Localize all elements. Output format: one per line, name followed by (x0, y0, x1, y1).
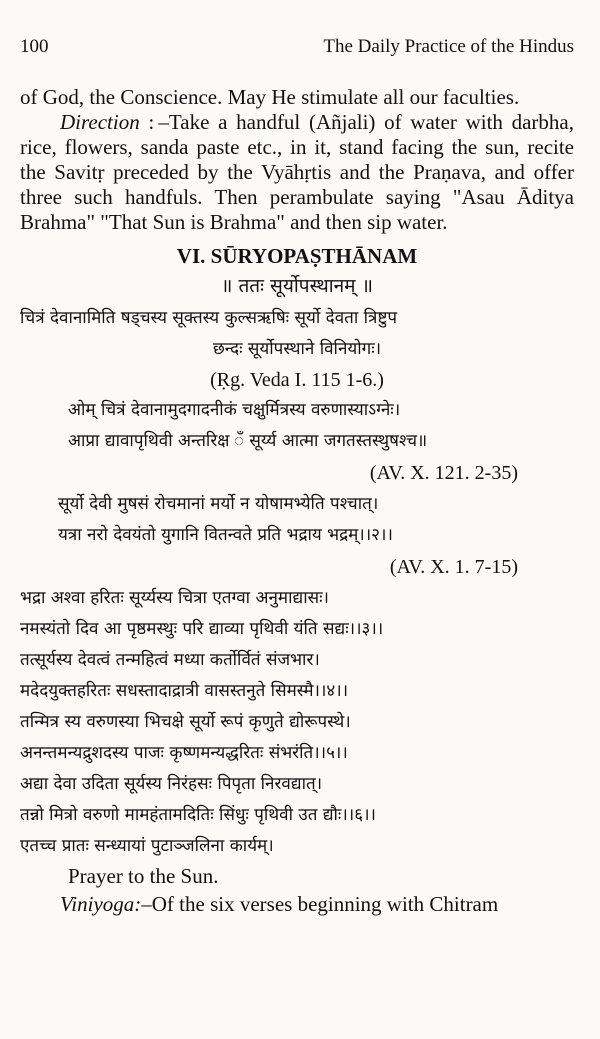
mantra-line: तत्सूर्यस्य देवत्वं तन्महित्वं मध्या कर्तोर्वितं संजभार। (20, 650, 320, 670)
page-header (20, 36, 574, 64)
mantra-line: तन्मित्र स्य वरुणस्या भिचक्षे सूर्यो रूपं कृणुते द्योरूपस्थे। (20, 712, 351, 732)
viniyoga-text: –Of the six verses beginning with Chitram (141, 892, 499, 916)
page-number: 100 (20, 36, 49, 57)
mantra-line: ओम् चित्रं देवानामुदगादनीकं चक्षुर्मित्रस्य वरुणास्याऽग्नेः। (68, 400, 401, 420)
paragraph-conscience: of God, the Conscience. May He stimulate all our faculties. (20, 85, 520, 109)
mantra-line: अद्या देवा उदिता सूर्यस्य निरंहसः पिपृता निरवद्यात्। (20, 774, 323, 794)
viniyoga-paragraph (20, 890, 574, 918)
running-head: The Daily Practice of the Hindus (323, 36, 574, 57)
mantra-line: एतच्च प्रातः सन्ध्यायां पुटाञ्जलिना कार्यम्। (20, 836, 274, 856)
prayer-line: Prayer to the Sun. (68, 864, 219, 888)
sanskrit-title: ॥ ततः सूर्योपस्थानम् ॥ (221, 275, 373, 297)
mantra-line: आप्रा द्यावापृथिवी अन्तरिक्ष ँ सूर्य्य आत्मा जगतस्तस्थुषश्च॥ (68, 431, 428, 451)
viniyoga-sanskrit (20, 303, 574, 365)
mantra-block-3 (20, 583, 574, 862)
direction-label: Direction (60, 110, 140, 134)
paragraph-direction (20, 110, 574, 235)
mantra-block-2 (20, 489, 574, 551)
viniyoga-line: चित्रं देवानामिति षड्चस्य सूक्तस्य कुल्सऋषिः सूर्यो देवता त्रिष्टुप (20, 308, 398, 328)
reference-rig-veda: (Ṛg. Veda I. 115 1-6.) (210, 369, 384, 391)
viniyoga-line: छन्दः सूर्योपस्थाने विनियोगः। (212, 339, 382, 359)
mantra-line: भद्रा अश्वा हरितः सूर्य्यस्य चित्रा एतग्वा अनुमाद्यासः। (20, 588, 329, 608)
mantra-line: तन्नो मित्रो वरुणो मामहंतामदितिः सिंधुः पृथिवी उत द्यौः।।६।। (20, 805, 376, 825)
page-body (20, 85, 574, 918)
viniyoga-label: Viniyoga: (60, 892, 142, 916)
reference-av-1: (AV. X. 121. 2-35) (369, 462, 518, 484)
mantra-block-1 (20, 395, 574, 457)
section-heading: VI. SŪRYOPAṢTHĀNAM (176, 244, 418, 268)
mantra-line: नमस्यंतो दिव आ पृष्ठमस्थुः परि द्याव्या पृथिवी यंति सद्यः।।३।। (20, 619, 384, 639)
reference-av-2: (AV. X. 1. 7-15) (389, 556, 518, 578)
mantra-line: सूर्यो देवी मुषसं रोचमानां मर्यो न योषामभ्येति पश्चात्। (58, 494, 379, 514)
mantra-line: यत्रा नरो देवयंतो युगानि वितन्वते प्रति भद्राय भद्रम्।।२।। (58, 525, 393, 545)
direction-text: : –Take a handful (Añjali) of water with darbha, rice, flowers, sanda paste etc., in it, stand facing the sun, recite the Savitṛ preceded by the Vyāhṛtis and the Praṇava, and offer three such handfuls. Then perambulate saying "Asau Āditya Brahma" "That Sun is Brahma" and then sip water. (20, 110, 574, 234)
mantra-line: अनन्तमन्यद्रुशदस्य पाजः कृष्णमन्यद्धरितः संभरंति।।५।। (20, 743, 348, 763)
mantra-line: मदेदयुक्तहरितः सधस्तादाद्रात्री वासस्तनुते सिमस्मै।।४।। (20, 681, 349, 701)
